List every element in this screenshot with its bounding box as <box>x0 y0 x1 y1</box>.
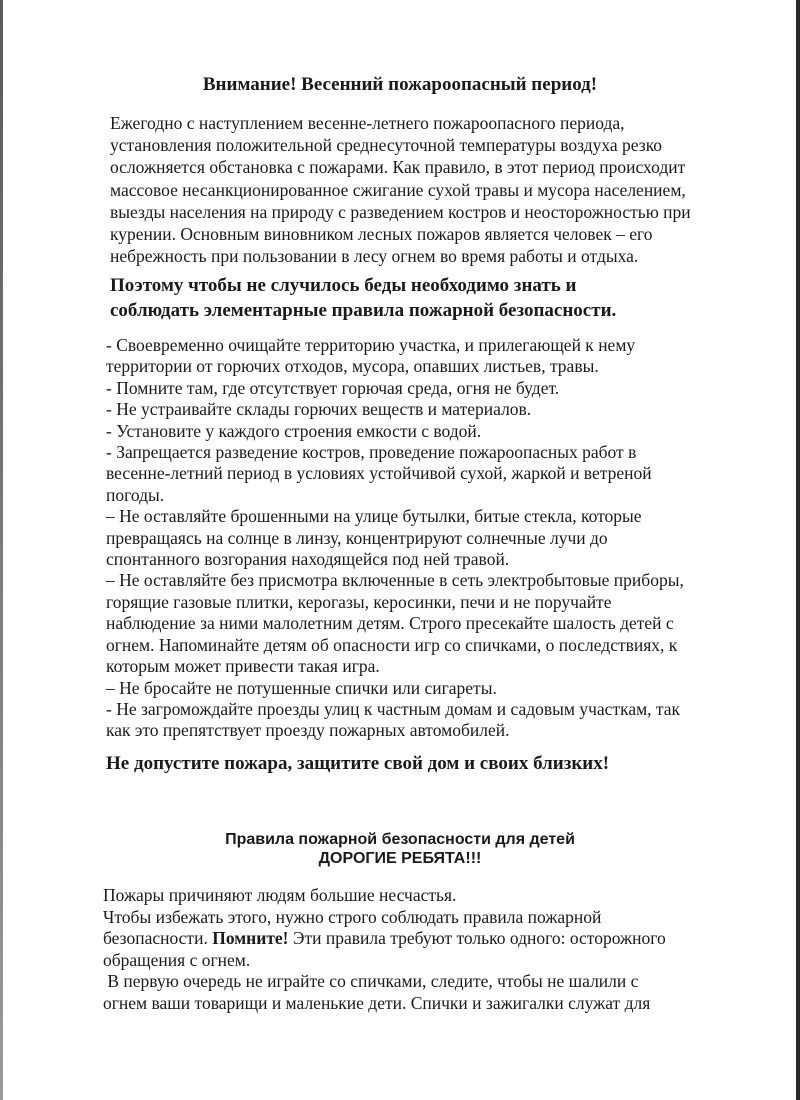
rule-line: – Не оставляйте брошенными на улице бутылки, битые стекла, которые <box>106 506 642 527</box>
text-line: установления положительной среднесуточной температуры воздуха резко <box>110 135 663 156</box>
closing-appeal: Не допустите пожара, защитите свой дом и своих близких! <box>106 753 610 774</box>
rule-line: наблюдение за ними малолетним детям. Строго пресекайте шалость детей с <box>106 613 674 634</box>
kids-paragraph <box>103 885 666 1015</box>
text-line: курении. Основным виновником лесных пожаров является человек – его <box>110 224 653 245</box>
rule-line: - Своевременно очищайте территорию участка, и прилегающей к нему <box>106 335 636 355</box>
rule-line: превращаясь на солнце в линзу, концентрируют солнечные лучи до <box>106 527 608 548</box>
rule-line: территории от горючих отходов, мусора, опавших листьев, травы. <box>106 356 599 377</box>
text-line: Пожары причиняют людям большие несчастья. <box>103 885 457 905</box>
rule-line: которым может привести такая игра. <box>106 656 380 677</box>
scan-edge-right <box>796 0 800 1100</box>
text-line: обращения с огнем. <box>103 949 251 970</box>
text-line: Поэтому чтобы не случилось беды необходимо знать и <box>110 275 577 296</box>
text-fragment: безопасности. <box>103 928 213 949</box>
rule-line: - Установите у каждого строения емкости с водой. <box>106 420 482 441</box>
text-line: огнем ваши товарищи и маленькие дети. Спички и зажигалки служат для <box>103 992 651 1013</box>
safety-rules-list <box>106 335 684 742</box>
intro-paragraph <box>110 112 730 267</box>
kids-title-line: ДОРОГИЕ РЕБЯТА!!! <box>318 850 482 867</box>
text-line: Ежегодно с наступлением весенне-летнего пожароопасного периода, <box>110 113 625 133</box>
rule-line: огнем. Напоминайте детям об опасности игр со спичками, о последствиях, к <box>106 634 678 655</box>
text-line: Чтобы избежать этого, нужно строго соблюдать правила пожарной <box>103 906 602 927</box>
text-fragment: Эти правила требуют только одного: осторожного <box>288 928 666 949</box>
rule-line: спонтанного возгорания находящейся под ней травой. <box>106 549 510 570</box>
text-line: выезды населения на природу с разведением костров и неосторожностью при <box>110 201 691 222</box>
rule-line: - Помните там, где отсутствует горючая среда, огня не будет. <box>106 377 560 398</box>
text-line: соблюдать элементарные правила пожарной безопасности. <box>110 300 617 321</box>
scan-edge-left <box>0 0 3 1100</box>
rule-line: как это препятствует проезду пожарных автомобилей. <box>106 720 510 741</box>
text-line: осложняется обстановка с пожарами. Как правило, в этот период происходит <box>110 157 686 178</box>
rule-line: погоды. <box>106 484 165 505</box>
subheading <box>110 273 616 323</box>
main-heading: Внимание! Весенний пожароопасный период! <box>202 74 598 95</box>
text-line: небрежность при пользовании в лесу огнем во время работы и отдыха. <box>110 246 639 267</box>
remember-emphasis: Помните! <box>212 928 289 949</box>
rule-line: весенне-летний период в условиях устойчивой сухой, жаркой и ветреной <box>106 463 652 484</box>
rule-line: – Не оставляйте без присмотра включенные в сеть электробытовые приборы, <box>106 570 684 591</box>
text-line: В первую очередь не играйте со спичками, следите, чтобы не шалили с <box>103 971 639 992</box>
kids-title-line: Правила пожарной безопасности для детей <box>225 831 575 848</box>
text-line: массовое несанкционированное сжигание сухой травы и мусора населением, <box>110 179 686 200</box>
rule-line: - Запрещается разведение костров, проведение пожароопасных работ в <box>106 442 637 463</box>
rule-line: - Не устраивайте склады горючих веществ и материалов. <box>106 399 532 420</box>
text-line <box>103 928 666 950</box>
rule-line: – Не бросайте не потушенные спички или сигареты. <box>106 677 497 698</box>
rule-line: горящие газовые плитки, керогазы, керосинки, печи и не поручайте <box>106 591 612 612</box>
rule-line: - Не загромождайте проезды улиц к частным домам и садовым участкам, так <box>106 698 681 719</box>
kids-section-title <box>0 830 800 868</box>
